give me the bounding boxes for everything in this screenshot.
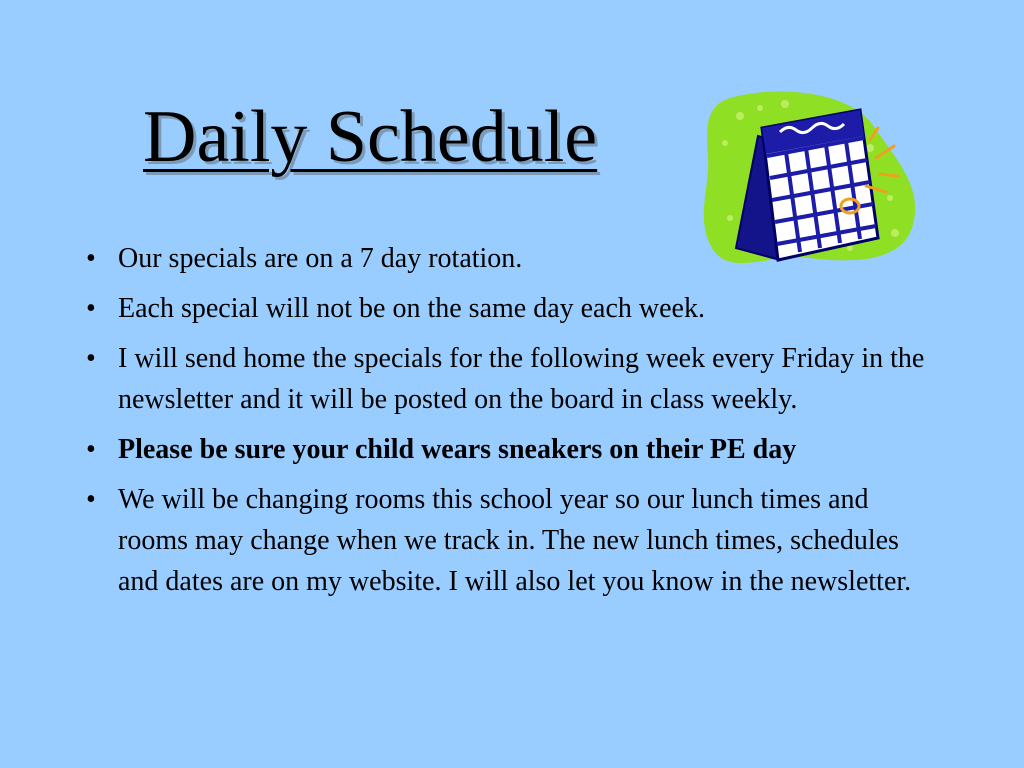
list-item	[78, 479, 938, 602]
bullet-text: Each special will not be on the same day each week.	[118, 293, 705, 324]
bullet-marker: •	[86, 484, 96, 515]
bullet-marker: •	[86, 293, 96, 324]
bullet-marker: •	[86, 243, 96, 274]
bullet-marker: •	[86, 434, 96, 465]
bullet-text: Our specials are on a 7 day rotation.	[118, 243, 523, 274]
list-item	[78, 288, 938, 329]
bullet-marker: •	[86, 343, 96, 374]
list-item	[78, 338, 938, 420]
list-item	[78, 429, 938, 470]
bullet-text: We will be changing rooms this school year so our lunch times and rooms may change when we track in. The new lunch times, schedules and dates are on my website. I will also let you know in the newsletter.	[118, 484, 912, 597]
bullet-text: Please be sure your child wears sneakers on their PE day	[118, 434, 797, 465]
list-item	[78, 238, 938, 279]
bullet-text: I will send home the specials for the following week every Friday in the newsletter and it will be posted on the board in class weekly.	[118, 343, 925, 415]
bullet-list	[78, 238, 938, 611]
slide-title: Daily Schedule	[143, 96, 598, 178]
